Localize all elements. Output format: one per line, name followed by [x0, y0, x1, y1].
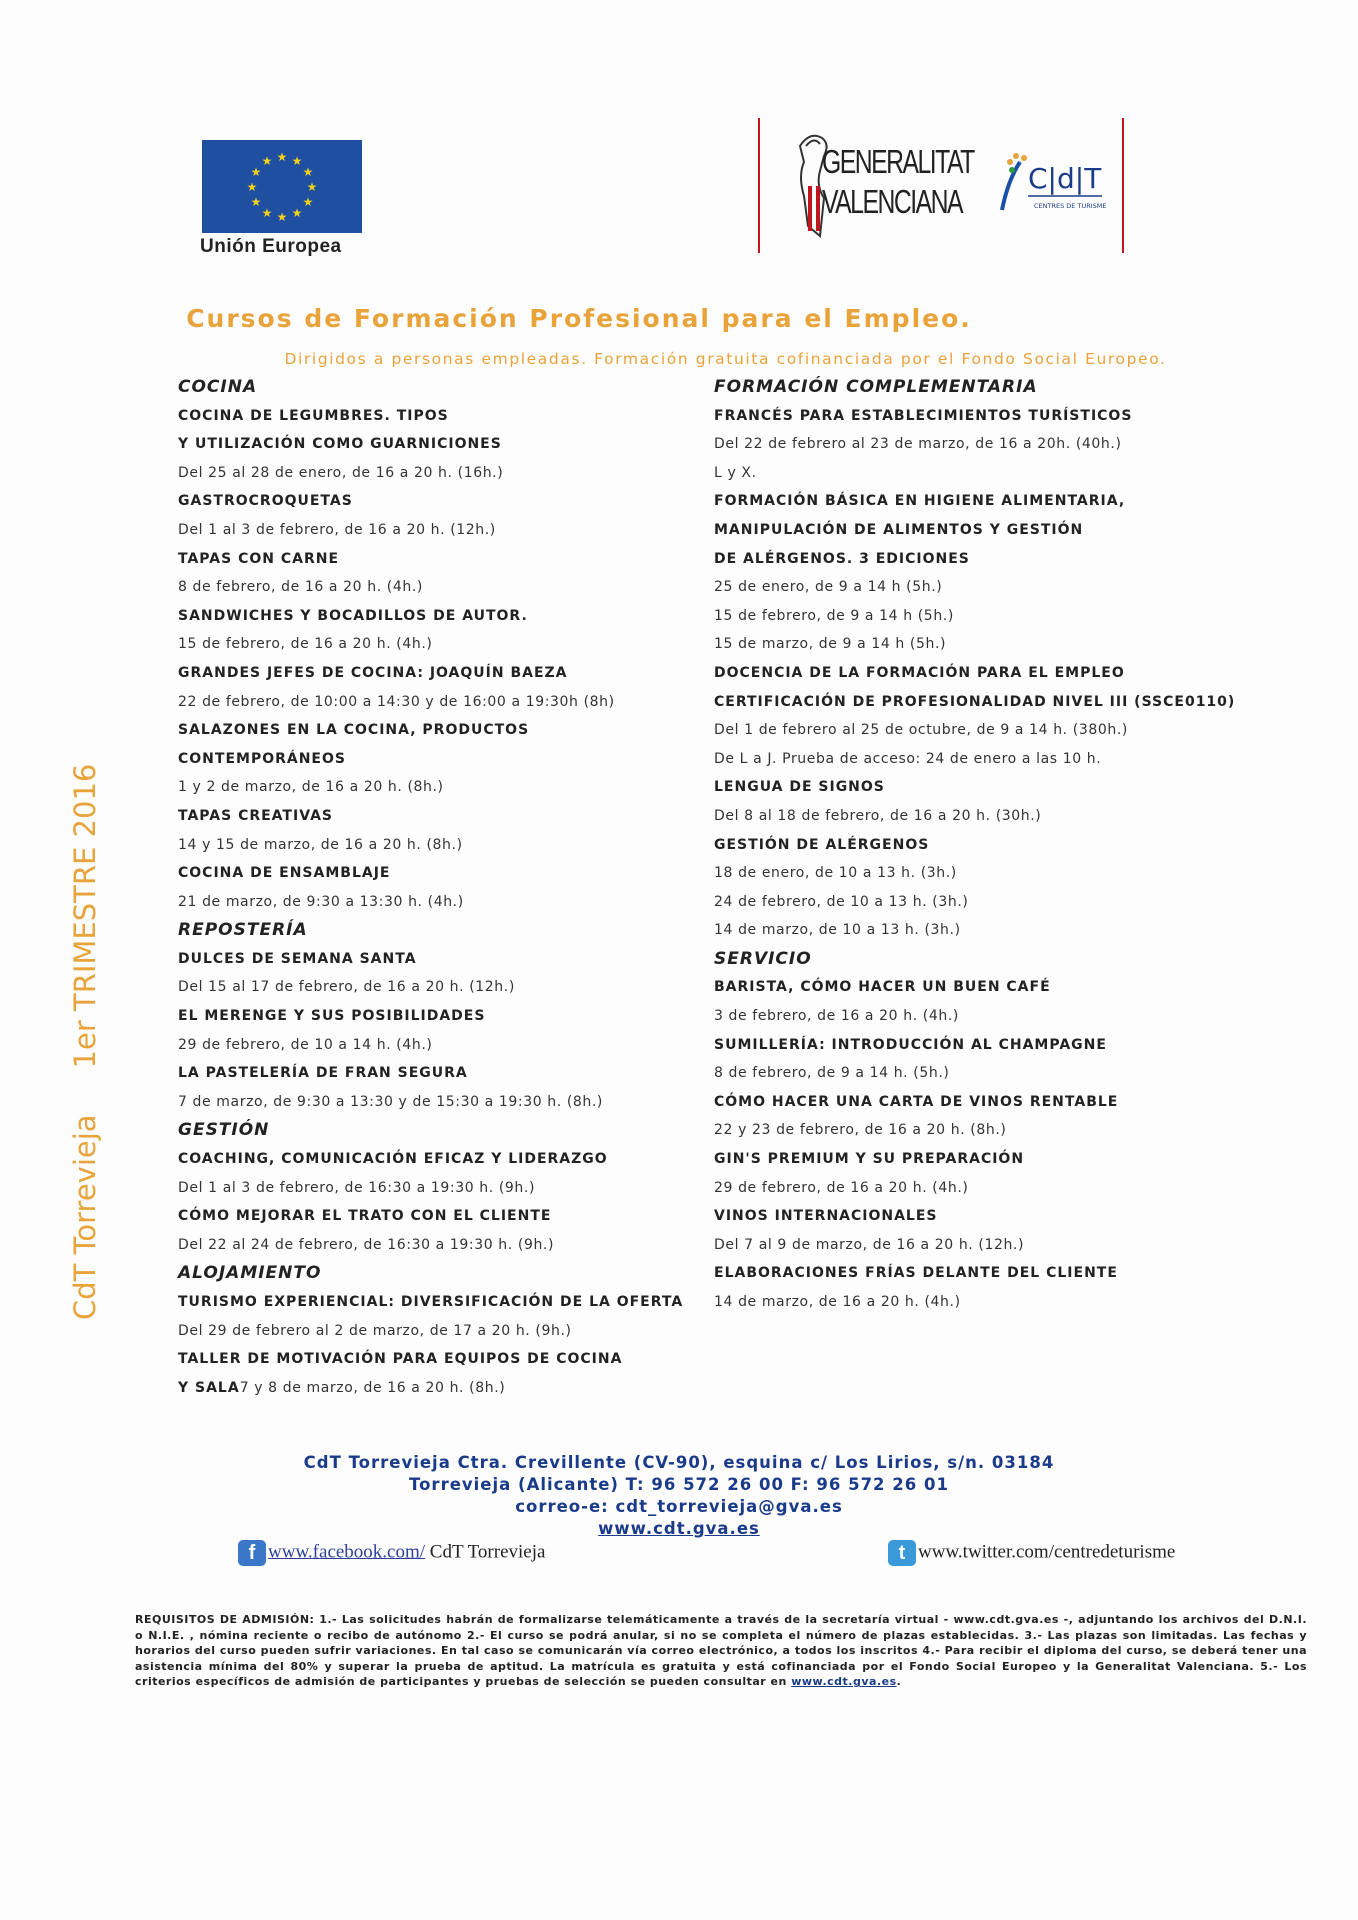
- svg-text:★: ★: [302, 195, 314, 209]
- twitter-icon: t: [888, 1540, 916, 1566]
- facebook-name: CdT Torrevieja: [425, 1541, 546, 1563]
- course-schedule: L y X.: [714, 464, 757, 481]
- course-schedule: 3 de febrero, de 16 a 20 h. (4h.): [714, 1008, 959, 1025]
- svg-text:★: ★: [291, 206, 303, 220]
- svg-text:★: ★: [261, 154, 273, 168]
- course-title: CONTEMPORÁNEOS: [178, 750, 346, 767]
- course-schedule: 29 de febrero, de 16 a 20 h. (4h.): [714, 1179, 969, 1196]
- requirements-label: REQUISITOS DE ADMISIÓN:: [135, 1613, 315, 1626]
- eu-stars-icon: [202, 140, 362, 233]
- course-title: BARISTA, CÓMO HACER UN BUEN CAFÉ: [714, 979, 1051, 996]
- side-text-center: CdT Torrevieja: [68, 1114, 102, 1320]
- course-schedule: 18 de enero, de 10 a 13 h. (3h.): [714, 865, 957, 882]
- course-schedule: Del 22 de febrero al 23 de marzo, de 16 a 20h. (40h.): [714, 436, 1122, 453]
- course-title: GASTROCROQUETAS: [178, 493, 353, 510]
- course-schedule: 22 y 23 de febrero, de 16 a 20 h. (8h.): [714, 1122, 1007, 1139]
- course-title: LA PASTELERÍA DE FRAN SEGURA: [178, 1065, 468, 1082]
- contact-block: [0, 1452, 1358, 1540]
- course-title: DULCES DE SEMANA SANTA: [178, 950, 417, 967]
- course-schedule: 15 de febrero, de 16 a 20 h. (4h.): [178, 636, 433, 653]
- side-vertical-text: [68, 718, 102, 1320]
- svg-text:★: ★: [291, 154, 303, 168]
- svg-text:★: ★: [276, 150, 288, 164]
- admission-requirements: [135, 1612, 1307, 1690]
- requirements-link[interactable]: www.cdt.gva.es: [791, 1675, 897, 1689]
- section-heading: GESTIÓN: [178, 1120, 270, 1141]
- course-title: COACHING, COMUNICACIÓN EFICAZ Y LIDERAZGO: [178, 1151, 608, 1168]
- course-title: VINOS INTERNACIONALES: [714, 1208, 938, 1225]
- course-title: Y UTILIZACIÓN COMO GUARNICIONES: [178, 436, 502, 453]
- facebook-link[interactable]: [238, 1540, 545, 1566]
- course-schedule-text: 7 y 8 de marzo, de 16 a 20 h. (8h.): [239, 1379, 506, 1396]
- svg-text:★: ★: [276, 210, 288, 224]
- course-schedule: De L a J. Prueba de acceso: 24 de enero a las 10 h.: [714, 750, 1102, 767]
- course-title: TAPAS CON CARNE: [178, 550, 340, 567]
- side-text-trimester: 1er TRIMESTRE 2016: [68, 763, 102, 1069]
- course-schedule: 1 y 2 de marzo, de 16 a 20 h. (8h.): [178, 779, 444, 796]
- course-title: CERTIFICACIÓN DE PROFESIONALIDAD NIVEL III (SSCE0110): [714, 693, 1236, 710]
- twitter-link[interactable]: [888, 1540, 1175, 1566]
- course-schedule: Del 7 al 9 de marzo, de 16 a 20 h. (12h.): [714, 1236, 1025, 1253]
- facebook-url[interactable]: www.facebook.com/: [268, 1541, 426, 1563]
- generalitat-text: [822, 142, 974, 222]
- course-title: GIN'S PREMIUM Y SU PREPARACIÓN: [714, 1151, 1025, 1168]
- course-title: DE ALÉRGENOS. 3 EDICIONES: [714, 550, 970, 567]
- course-schedule: Del 25 al 28 de enero, de 16 a 20 h. (16h.): [178, 464, 504, 481]
- course-schedule: Del 1 al 3 de febrero, de 16:30 a 19:30 h. (9h.): [178, 1179, 536, 1196]
- course-schedule: 14 de marzo, de 10 a 13 h. (3h.): [714, 922, 961, 939]
- course-schedule: [178, 1374, 678, 1403]
- course-title: ELABORACIONES FRÍAS DELANTE DEL CLIENTE: [714, 1265, 1118, 1282]
- eu-flag-logo: [202, 140, 362, 233]
- svg-text:★: ★: [250, 165, 262, 179]
- page-subtitle: Dirigidos a personas empleadas. Formación gratuita cofinanciada por el Fondo Social Europeo.: [284, 350, 1167, 368]
- svg-text:★: ★: [246, 180, 258, 194]
- course-list-right: [714, 373, 1274, 1317]
- course-schedule: 21 de marzo, de 9:30 a 13:30 h. (4h.): [178, 893, 464, 910]
- cdt-logo-text: C|d|T: [1028, 162, 1102, 195]
- course-title: COCINA DE LEGUMBRES. TIPOS: [178, 407, 449, 424]
- course-schedule: 15 de marzo, de 9 a 14 h (5h.): [714, 636, 947, 653]
- course-list-left: [178, 373, 684, 1402]
- facebook-icon: f: [238, 1540, 266, 1566]
- page-title: Cursos de Formación Profesional para el Empleo.: [186, 304, 972, 333]
- course-schedule: Del 8 al 18 de febrero, de 16 a 20 h. (30h.): [714, 807, 1042, 824]
- course-title: TURISMO EXPERIENCIAL: DIVERSIFICACIÓN DE LA OFERTA: [178, 1294, 684, 1310]
- svg-text:★: ★: [306, 180, 318, 194]
- eu-label: Unión Europea: [200, 236, 342, 257]
- course-title: FORMACIÓN BÁSICA EN HIGIENE ALIMENTARIA,: [714, 493, 1126, 510]
- course-schedule: 14 de marzo, de 16 a 20 h. (4h.): [714, 1294, 961, 1310]
- contact-address: CdT Torrevieja Ctra. Crevillente (CV-90), esquina c/ Los Lirios, s/n. 03184: [303, 1453, 1055, 1472]
- course-title: DOCENCIA DE LA FORMACIÓN PARA EL EMPLEO: [714, 664, 1125, 681]
- course-title: MANIPULACIÓN DE ALIMENTOS Y GESTIÓN: [714, 521, 1084, 538]
- section-heading: COCINA: [178, 377, 258, 397]
- course-title: COCINA DE ENSAMBLAJE: [178, 865, 391, 882]
- course-schedule: 22 de febrero, de 10:00 a 14:30 y de 16:00 a 19:30h (8h): [178, 693, 615, 710]
- course-schedule: 29 de febrero, de 10 a 14 h. (4h.): [178, 1036, 433, 1053]
- course-title: LENGUA DE SIGNOS: [714, 779, 885, 796]
- course-title: CÓMO HACER UNA CARTA DE VINOS RENTABLE: [714, 1093, 1119, 1110]
- gv-line1: GENERALITAT: [822, 143, 974, 180]
- course-schedule: 8 de febrero, de 16 a 20 h. (4h.): [178, 579, 423, 596]
- gv-line2: VALENCIANA: [822, 183, 962, 220]
- course-title: SUMILLERÍA: INTRODUCCIÓN AL CHAMPAGNE: [714, 1036, 1107, 1053]
- course-schedule: 7 de marzo, de 9:30 a 13:30 y de 15:30 a 19:30 h. (8h.): [178, 1093, 603, 1110]
- course-schedule: Del 1 al 3 de febrero, de 16 a 20 h. (12h.): [178, 521, 496, 538]
- course-title: GESTIÓN DE ALÉRGENOS: [714, 836, 930, 853]
- course-schedule: 8 de febrero, de 9 a 14 h. (5h.): [714, 1065, 950, 1082]
- course-title: FRANCÉS PARA ESTABLECIMIENTOS TURÍSTICOS: [714, 407, 1133, 424]
- course-title: CÓMO MEJORAR EL TRATO CON EL CLIENTE: [178, 1208, 552, 1225]
- section-heading: ALOJAMIENTO: [178, 1263, 322, 1284]
- contact-website-link[interactable]: www.cdt.gva.es: [598, 1519, 760, 1538]
- svg-text:★: ★: [250, 195, 262, 209]
- course-title: SALAZONES EN LA COCINA, PRODUCTOS: [178, 722, 530, 739]
- course-title: TAPAS CREATIVAS: [178, 807, 333, 824]
- course-schedule: 15 de febrero, de 9 a 14 h (5h.): [714, 607, 954, 624]
- section-heading: REPOSTERÍA: [178, 920, 308, 941]
- requirements-text: 1.- Las solicitudes habrán de formalizarse telemáticamente a través de la secretaría virtual - www.cdt.gva.es -, adjuntando los archivos del D.N.I. o N.I.E. , nómina reciente o recibo de autónomo 2.- El curso se podrá anular, si no se completa el número de plazas establecidas. 3.- Las plazas son limitadas. Las fechas y horarios del curso pueden sufrir variaciones. En tal caso se comunicarán vía correo electrónico, a todos los inscritos 4.- Para recibir el diploma del curso, se deberá tener una asistencia mínima del 80% y superar la prueba de aptitud. La matrícula es gratuita y está cofinanciada por el Fondo Social Europeo y la Generalitat Valenciana. 5.- Los criterios específicos de admisión de participantes y pruebas de selección se pueden consultar en: [135, 1613, 1307, 1689]
- course-schedule: Del 1 de febrero al 25 de octubre, de 9 a 14 h. (380h.): [714, 722, 1128, 739]
- requirements-end: .: [896, 1675, 902, 1689]
- course-title: SANDWICHES Y BOCADILLOS DE AUTOR.: [178, 607, 528, 624]
- section-heading: SERVICIO: [714, 948, 812, 969]
- divider-right: [1122, 118, 1124, 253]
- twitter-url[interactable]: www.twitter.com/centredeturisme: [918, 1541, 1176, 1563]
- course-schedule: Del 15 al 17 de febrero, de 16 a 20 h. (12h.): [178, 979, 515, 996]
- contact-email[interactable]: correo-e: cdt_torrevieja@gva.es: [515, 1497, 843, 1516]
- course-schedule: Del 29 de febrero al 2 de marzo, de 17 a 20 h. (9h.): [178, 1322, 572, 1339]
- cdt-logo-sub: CENTRES DE TURISME: [1034, 202, 1107, 210]
- divider-left: [758, 118, 760, 253]
- course-schedule: 14 y 15 de marzo, de 16 a 20 h. (8h.): [178, 836, 463, 853]
- course-schedule: Del 22 al 24 de febrero, de 16:30 a 19:30 h. (9h.): [178, 1236, 555, 1253]
- svg-text:★: ★: [261, 206, 273, 220]
- svg-text:★: ★: [302, 165, 314, 179]
- cdt-logo: [990, 140, 1110, 230]
- course-title: EL MERENGE Y SUS POSIBILIDADES: [178, 1008, 486, 1025]
- course-schedule: 24 de febrero, de 10 a 13 h. (3h.): [714, 893, 969, 910]
- course-title: GRANDES JEFES DE COCINA: JOAQUÍN BAEZA: [178, 664, 568, 681]
- course-title: TALLER DE MOTIVACIÓN PARA EQUIPOS DE COCINA: [178, 1351, 623, 1368]
- contact-phone: Torrevieja (Alicante) T: 96 572 26 00 F: 96 572 26 01: [409, 1475, 949, 1494]
- section-heading: FORMACIÓN COMPLEMENTARIA: [714, 377, 1038, 397]
- course-title: Y SALA: [178, 1379, 240, 1396]
- course-schedule: 25 de enero, de 9 a 14 h (5h.): [714, 579, 943, 596]
